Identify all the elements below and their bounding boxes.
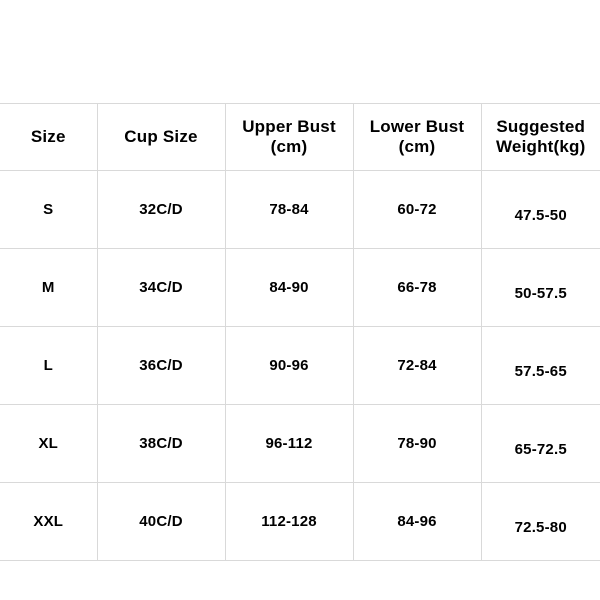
table-body	[0, 171, 600, 561]
column-header-suggested-weight-line2: Weight(kg)	[495, 137, 586, 156]
cell-size: S	[0, 171, 97, 249]
cell-lower-bust: 66-78	[353, 249, 481, 327]
cell-lower-bust: 72-84	[353, 327, 481, 405]
table-header-row	[0, 104, 600, 171]
column-header-size	[0, 104, 97, 171]
column-header-cup-size	[97, 104, 225, 171]
cell-size: XL	[0, 405, 97, 483]
column-header-upper-bust	[225, 104, 353, 171]
column-header-lower-bust	[353, 104, 481, 171]
cell-size: M	[0, 249, 97, 327]
cell-size: L	[0, 327, 97, 405]
cell-upper-bust: 112-128	[225, 483, 353, 561]
cell-cup-size: 36C/D	[97, 327, 225, 405]
column-header-upper-bust-line1: Upper Bust	[242, 117, 336, 137]
column-header-cup-size-line1: Cup Size	[124, 127, 198, 147]
table-row	[0, 405, 600, 483]
cell-cup-size: 34C/D	[97, 249, 225, 327]
cell-suggested-weight: 72.5-80	[481, 483, 600, 561]
cell-size: XXL	[0, 483, 97, 561]
size-chart-table	[0, 103, 600, 561]
table-row	[0, 483, 600, 561]
column-header-suggested-weight	[481, 104, 600, 171]
column-header-lower-bust-line2: (cm)	[398, 137, 436, 156]
cell-upper-bust: 84-90	[225, 249, 353, 327]
column-header-size-line1: Size	[30, 127, 66, 147]
cell-suggested-weight: 57.5-65	[481, 327, 600, 405]
cell-cup-size: 38C/D	[97, 405, 225, 483]
cell-upper-bust: 78-84	[225, 171, 353, 249]
column-header-upper-bust-line2: (cm)	[270, 137, 308, 156]
cell-suggested-weight: 65-72.5	[481, 405, 600, 483]
table-row	[0, 171, 600, 249]
cell-lower-bust: 60-72	[353, 171, 481, 249]
cell-upper-bust: 96-112	[225, 405, 353, 483]
table-row	[0, 249, 600, 327]
cell-cup-size: 32C/D	[97, 171, 225, 249]
column-header-suggested-weight-line1: Suggested	[496, 117, 586, 137]
cell-lower-bust: 78-90	[353, 405, 481, 483]
table-header	[0, 104, 600, 171]
table-row	[0, 327, 600, 405]
column-header-lower-bust-line1: Lower Bust	[369, 117, 465, 137]
cell-suggested-weight: 50-57.5	[481, 249, 600, 327]
cell-suggested-weight: 47.5-50	[481, 171, 600, 249]
cell-lower-bust: 84-96	[353, 483, 481, 561]
cell-upper-bust: 90-96	[225, 327, 353, 405]
cell-cup-size: 40C/D	[97, 483, 225, 561]
